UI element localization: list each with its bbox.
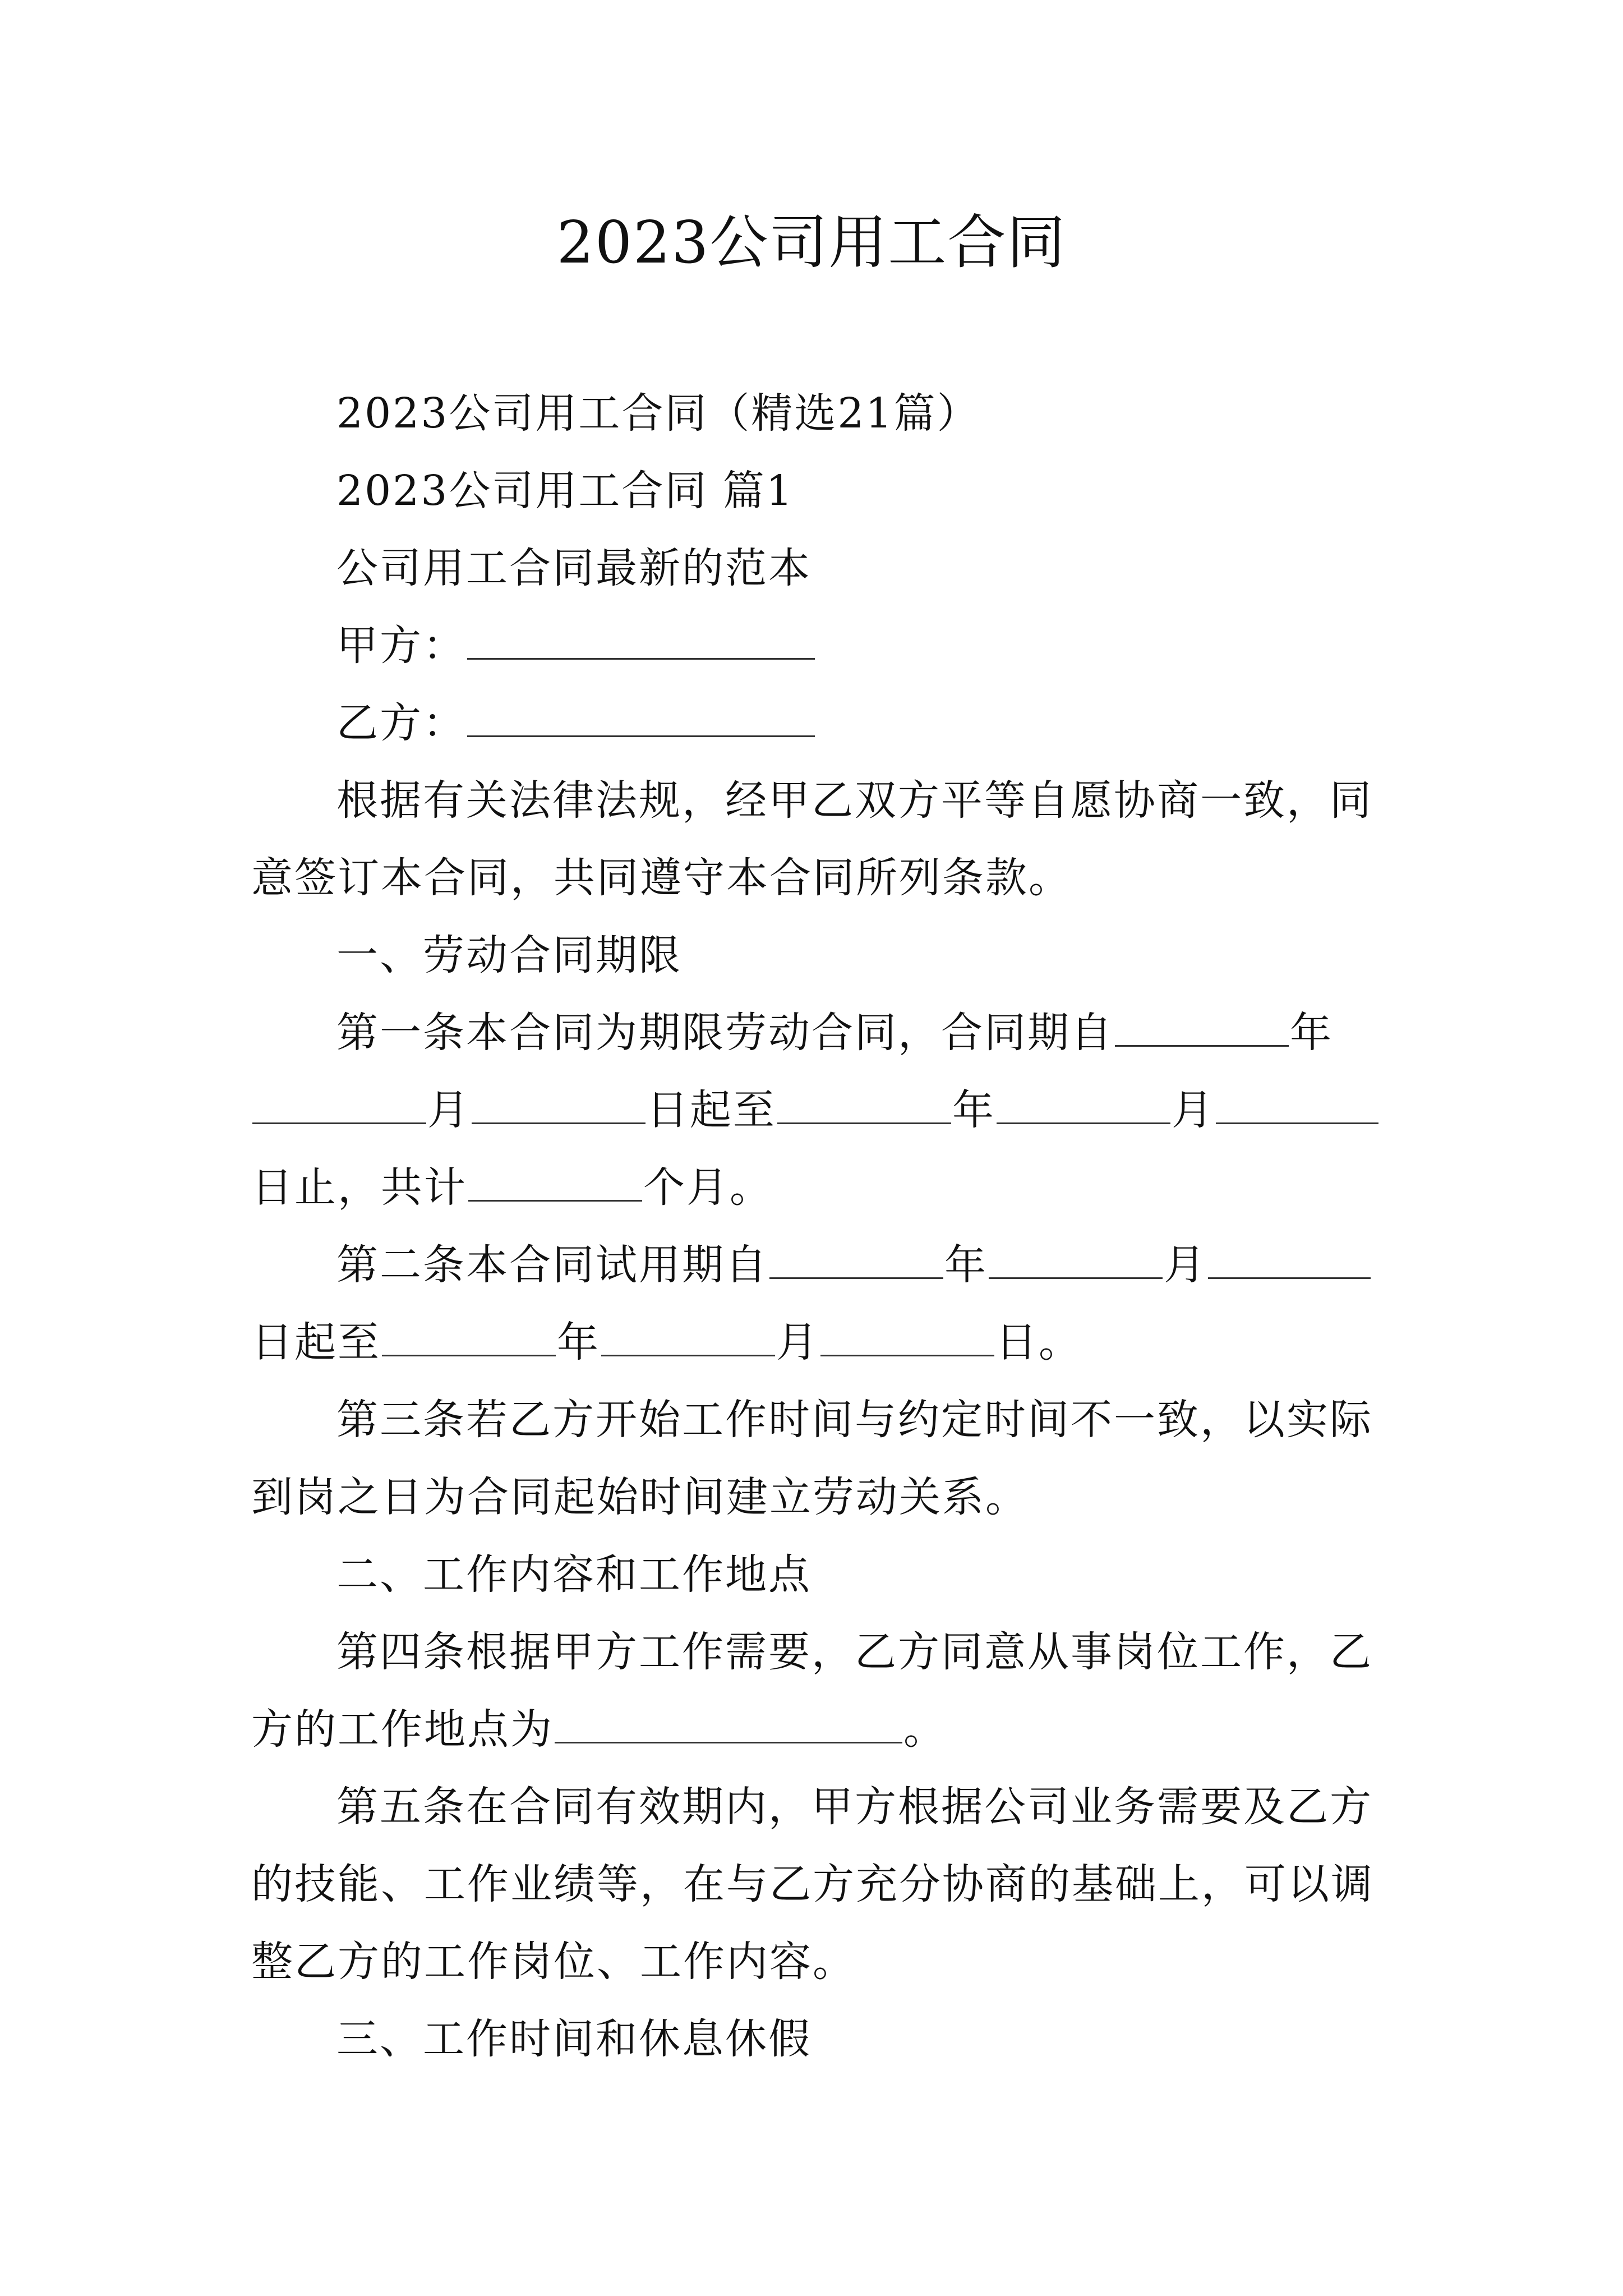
party-a-line [251, 607, 1390, 684]
article-2-text-f: 月 [776, 1318, 819, 1366]
article-2 [251, 1226, 1390, 1381]
article-2-text-c: 月 [1164, 1241, 1207, 1289]
article-1-text-f: 月 [1172, 1086, 1215, 1134]
article-2-text-e: 年 [557, 1318, 600, 1366]
article-2-blank-2 [989, 1231, 1163, 1279]
part-heading: 2023公司用工合同 篇1 [336, 467, 794, 515]
section-2-heading: 二、工作内容和工作地点 [336, 1550, 811, 1599]
subtitle-line: 2023公司用工合同（精选21篇） [336, 389, 980, 438]
article-1-text-b: 年 [1290, 1009, 1333, 1057]
article-2-text-d: 日起至 [251, 1318, 381, 1366]
article-2-text-g: 日。 [995, 1318, 1082, 1366]
party-b-blank [467, 689, 815, 737]
article-4 [251, 1613, 1390, 1768]
article-3: 第三条若乙方开始工作时间与约定时间不一致，以实际到岗之日为合同起始时间建立劳动关系。 [251, 1396, 1373, 1521]
document-body [251, 375, 1390, 2078]
article-2-text-a: 第二条本合同试用期自 [336, 1241, 768, 1289]
article-2-blank-5 [601, 1309, 775, 1356]
article-4-blank [555, 1696, 902, 1743]
article-2-blank-6 [820, 1309, 994, 1356]
article-1-blank-6 [1216, 1076, 1378, 1124]
party-b-line [251, 684, 1390, 762]
intro-paragraph: 根据有关法律法规，经甲乙双方平等自愿协商一致，同意签订本合同，共同遵守本合同所列条款。 [251, 776, 1373, 902]
party-b-label: 乙方： [336, 699, 466, 747]
article-2-blank-3 [1208, 1231, 1371, 1279]
article-1-blank-7 [468, 1154, 642, 1202]
section-3-heading: 三、工作时间和休息休假 [336, 2015, 811, 2063]
document-title: 2023公司用工合同 [556, 208, 1067, 277]
article-1-blank-3 [472, 1076, 645, 1124]
section-1-heading: 一、劳动合同期限 [336, 931, 682, 979]
article-1-blank-4 [777, 1076, 951, 1124]
article-1-text-d: 日起至 [647, 1086, 776, 1134]
article-1-text-g: 日止，共计 [251, 1163, 467, 1212]
article-1-text-e: 年 [952, 1086, 995, 1134]
party-a-label: 甲方： [336, 622, 466, 670]
article-1-blank-5 [997, 1076, 1170, 1124]
party-a-blank [467, 612, 815, 660]
article-1-blank-2 [252, 1076, 426, 1124]
article-1-text-h: 个月。 [643, 1163, 773, 1212]
article-1-text-c: 月 [427, 1086, 471, 1134]
article-1-blank-1 [1115, 999, 1289, 1047]
article-1 [251, 994, 1390, 1226]
article-2-blank-4 [382, 1309, 556, 1356]
article-2-blank-1 [769, 1231, 943, 1279]
article-4-text-a: 第四条根据甲方工作需要，乙方同意从事岗位工作，乙方的工作地点为 [251, 1628, 1373, 1754]
article-4-text-b: 。 [903, 1705, 947, 1754]
template-title: 公司用工合同最新的范本 [336, 544, 811, 592]
article-2-text-b: 年 [944, 1241, 988, 1289]
article-5: 第五条在合同有效期内，甲方根据公司业务需要及乙方的技能、工作业绩等，在与乙方充分协商的基础上，可以调整乙方的工作岗位、工作内容。 [251, 1783, 1374, 1986]
article-1-text-a: 第一条本合同为期限劳动合同，合同期自 [336, 1009, 1114, 1057]
